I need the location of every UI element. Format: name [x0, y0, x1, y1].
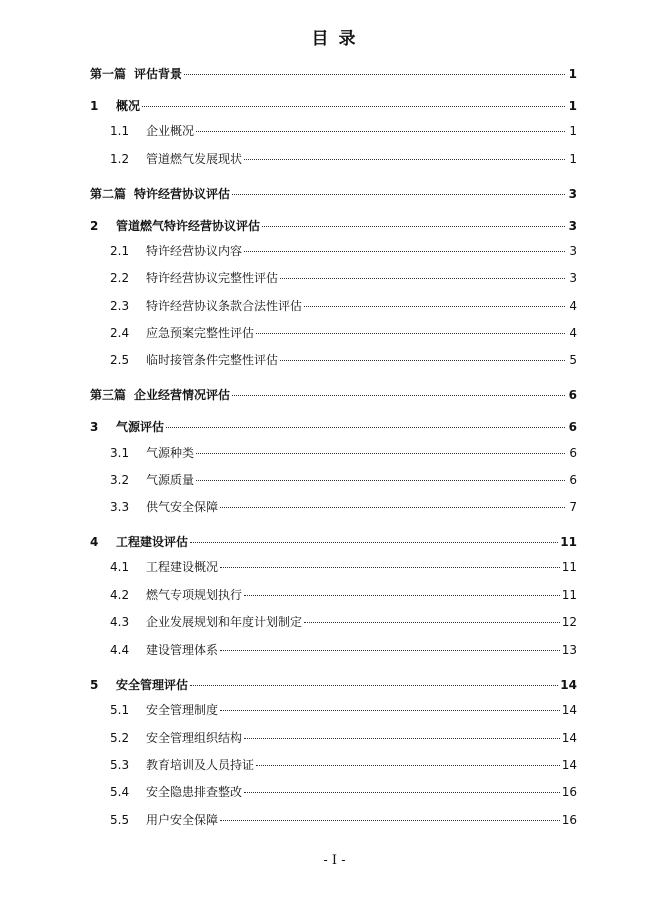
toc-entry-number: 4.2 [110, 588, 130, 602]
toc-dot-leader [244, 738, 560, 739]
toc-entry-page-number: 4 [569, 326, 577, 340]
toc-entry-number: 5.1 [110, 703, 130, 717]
toc-entry-title: 安全隐患排查整改 [146, 785, 243, 799]
toc-section-entry[interactable] [110, 151, 577, 167]
toc-entry-page-number: 1 [568, 99, 577, 113]
toc-entry-number: 5.5 [110, 813, 130, 827]
toc-entry-page-number: 3 [568, 219, 577, 233]
toc-entry-page-number: 1 [569, 124, 577, 138]
toc-dot-leader [196, 480, 565, 481]
toc-section-entry[interactable] [110, 270, 577, 286]
toc-entry-number: 4.1 [110, 560, 130, 574]
toc-section-entry[interactable] [110, 559, 577, 575]
toc-entry-title: 评估背景 [134, 67, 183, 81]
toc-entry-title: 气源种类 [146, 446, 195, 460]
toc-entry-number: 4.4 [110, 643, 130, 657]
toc-section-entry[interactable] [110, 730, 577, 746]
toc-section-entry[interactable] [110, 243, 577, 259]
toc-entry-page-number: 6 [569, 473, 577, 487]
toc-entry-title: 安全管理制度 [146, 703, 219, 717]
toc-part-entry[interactable] [90, 387, 577, 403]
toc-entry-page-number: 11 [561, 588, 577, 602]
toc-dot-leader [220, 710, 560, 711]
toc-entry-number: 3.3 [110, 500, 130, 514]
toc-entry-number: 5.3 [110, 758, 130, 772]
toc-entry-page-number: 16 [561, 813, 577, 827]
toc-entry-title: 特许经营协议评估 [134, 187, 231, 201]
toc-dot-leader [244, 159, 565, 160]
toc-dot-leader [244, 595, 560, 596]
toc-entry-title: 气源评估 [116, 420, 165, 434]
toc-entry-number: 第三篇 [90, 388, 127, 402]
toc-entry-page-number: 12 [561, 615, 577, 629]
toc-entry-number: 5.4 [110, 785, 130, 799]
toc-entry-page-number: 11 [560, 535, 577, 549]
toc-entry-title: 特许经营协议内容 [146, 244, 243, 258]
toc-chapter-entry[interactable] [90, 218, 577, 234]
toc-entry-title: 管道燃气发展现状 [146, 152, 243, 166]
toc-entry-title: 企业概况 [146, 124, 195, 138]
toc-section-entry[interactable] [110, 614, 577, 630]
toc-entry-number: 1.1 [110, 124, 130, 138]
toc-entry-number: 3.2 [110, 473, 130, 487]
toc-dot-leader [244, 251, 565, 252]
toc-dot-leader [280, 278, 565, 279]
toc-entry-title: 工程建设评估 [116, 535, 189, 549]
toc-dot-leader [142, 106, 565, 107]
toc-entry-page-number: 3 [569, 271, 577, 285]
toc-dot-leader [232, 194, 565, 195]
toc-entry-title: 管道燃气特许经营协议评估 [116, 219, 261, 233]
toc-section-entry[interactable] [110, 642, 577, 658]
toc-entry-title: 企业经营情况评估 [134, 388, 231, 402]
toc-dot-leader [220, 567, 560, 568]
toc-entry-number: 1.2 [110, 152, 130, 166]
toc-entry-page-number: 7 [569, 500, 577, 514]
toc-entry-number: 2 [90, 219, 99, 233]
toc-dot-leader [256, 333, 565, 334]
toc-dot-leader [184, 74, 565, 75]
toc-entry-number: 2.1 [110, 244, 130, 258]
toc-section-entry[interactable] [110, 702, 577, 718]
toc-dot-leader [262, 226, 565, 227]
toc-entry-title: 企业发展规划和年度计划制定 [146, 615, 303, 629]
toc-entry-number: 第二篇 [90, 187, 127, 201]
toc-entry-page-number: 6 [568, 388, 577, 402]
toc-entry-number: 2.2 [110, 271, 130, 285]
toc-dot-leader [220, 820, 560, 821]
toc-dot-leader [232, 395, 565, 396]
toc-part-entry[interactable] [90, 186, 577, 202]
toc-dot-leader [280, 360, 565, 361]
toc-section-entry[interactable] [110, 784, 577, 800]
toc-dot-leader [166, 427, 565, 428]
toc-section-entry[interactable] [110, 499, 577, 515]
toc-entry-number: 2.4 [110, 326, 130, 340]
toc-entry-number: 4.3 [110, 615, 130, 629]
toc-section-entry[interactable] [110, 812, 577, 828]
toc-entry-page-number: 14 [561, 758, 577, 772]
toc-section-entry[interactable] [110, 587, 577, 603]
toc-entry-page-number: 3 [569, 244, 577, 258]
toc-dot-leader [190, 542, 558, 543]
toc-entry-title: 应急预案完整性评估 [146, 326, 255, 340]
toc-entry-page-number: 14 [560, 678, 577, 692]
toc-section-entry[interactable] [110, 352, 577, 368]
toc-entry-page-number: 11 [561, 560, 577, 574]
toc-entry-number: 3.1 [110, 446, 130, 460]
toc-section-entry[interactable] [110, 757, 577, 773]
toc-entry-title: 安全管理组织结构 [146, 731, 243, 745]
toc-dot-leader [304, 306, 565, 307]
toc-entry-title: 燃气专项规划执行 [146, 588, 243, 602]
toc-chapter-entry[interactable] [90, 677, 577, 693]
toc-entry-title: 气源质量 [146, 473, 195, 487]
toc-dot-leader [256, 765, 560, 766]
toc-entry-page-number: 13 [561, 643, 577, 657]
toc-dot-leader [220, 650, 560, 651]
toc-entry-number: 5.2 [110, 731, 130, 745]
toc-title: 目 录 [311, 29, 358, 49]
toc-dot-leader [220, 507, 565, 508]
toc-entry-title: 特许经营协议条款合法性评估 [146, 299, 303, 313]
toc-dot-leader [304, 622, 560, 623]
toc-entry-title: 工程建设概况 [146, 560, 219, 574]
toc-entry-title: 特许经营协议完整性评估 [146, 271, 279, 285]
toc-section-entry[interactable] [110, 123, 577, 139]
toc-entry-title: 供气安全保障 [146, 500, 219, 514]
toc-dot-leader [196, 131, 565, 132]
toc-chapter-entry[interactable] [90, 534, 577, 550]
toc-section-entry[interactable] [110, 298, 577, 314]
toc-part-entry[interactable] [90, 66, 577, 82]
toc-entry-number: 2.3 [110, 299, 130, 313]
toc-entry-page-number: 14 [561, 731, 577, 745]
toc-section-entry[interactable] [110, 472, 577, 488]
toc-dot-leader [190, 685, 558, 686]
toc-entry-page-number: 1 [568, 67, 577, 81]
toc-chapter-entry[interactable] [90, 419, 577, 435]
toc-entry-number: 2.5 [110, 353, 130, 367]
toc-entry-page-number: 4 [569, 299, 577, 313]
toc-entry-page-number: 6 [568, 420, 577, 434]
toc-section-entry[interactable] [110, 325, 577, 341]
toc-entry-page-number: 6 [569, 446, 577, 460]
toc-entry-page-number: 1 [569, 152, 577, 166]
toc-section-entry[interactable] [110, 445, 577, 461]
toc-entry-number: 5 [90, 678, 99, 692]
toc-entry-title: 临时接管条件完整性评估 [146, 353, 279, 367]
toc-dot-leader [244, 792, 560, 793]
toc-entry-title: 教育培训及人员持证 [146, 758, 255, 772]
toc-entry-number: 4 [90, 535, 99, 549]
toc-entry-number: 1 [90, 99, 99, 113]
toc-entry-title: 建设管理体系 [146, 643, 219, 657]
toc-entry-page-number: 14 [561, 703, 577, 717]
toc-entry-title: 安全管理评估 [116, 678, 189, 692]
toc-entry-page-number: 5 [569, 353, 577, 367]
toc-dot-leader [196, 453, 565, 454]
toc-chapter-entry[interactable] [90, 98, 577, 114]
toc-entry-title: 用户安全保障 [146, 813, 219, 827]
page-number-footer: - I - [323, 853, 346, 868]
toc-entry-number: 3 [90, 420, 99, 434]
toc-entry-title: 概况 [116, 99, 141, 113]
toc-entry-page-number: 16 [561, 785, 577, 799]
toc-entry-page-number: 3 [568, 187, 577, 201]
toc-entry-number: 第一篇 [90, 67, 127, 81]
